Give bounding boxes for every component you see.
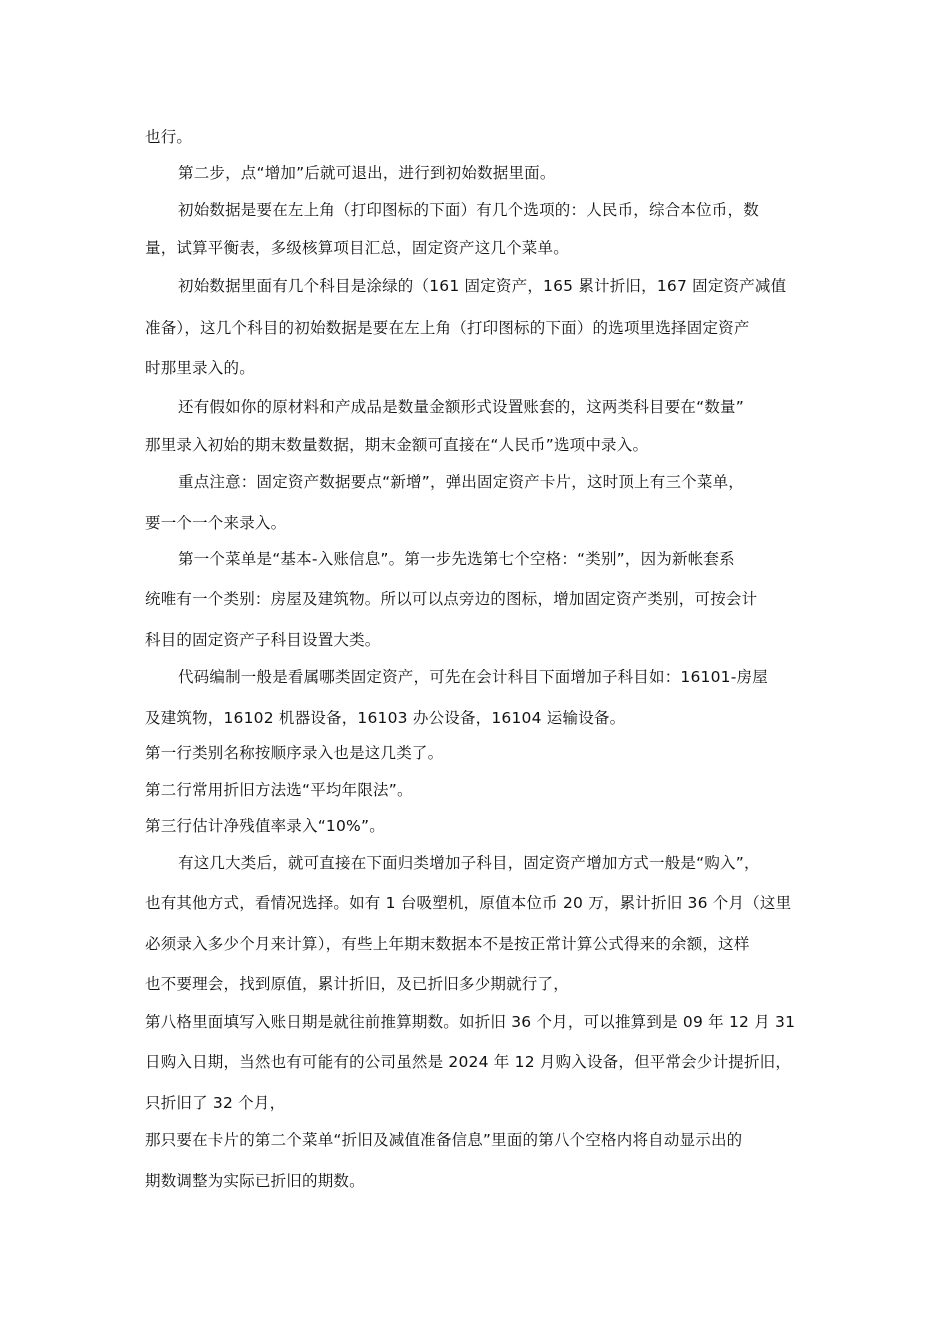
text-line: 时那里录入的。	[145, 359, 255, 377]
text-line: 也有其他方式，看情况选择。如有 1 台吸塑机，原值本位币 20 万，累计折旧 36 个月（这里	[145, 894, 792, 912]
text-line: 也不要理会，找到原值，累计折旧，及已折旧多少期就行了，	[145, 975, 569, 993]
text-line: 也行。	[145, 128, 193, 146]
text-line: 第三行估计净残值率录入“10%”。	[145, 817, 385, 835]
text-line: 必须录入多少个月来计算），有些上年期末数据本不是按正常计算公式得来的余额，这样	[145, 935, 750, 953]
text-line: 初始数据里面有几个科目是涂绿的（161 固定资产，165 累计折旧，167 固定资产减值	[178, 277, 787, 295]
text-line: 第八格里面填写入账日期是就往前推算期数。如折旧 36 个月，可以推算到是 09 年 12 月 31	[145, 1013, 796, 1031]
text-line: 第二行常用折旧方法选“平均年限法”。	[145, 781, 413, 799]
text-line: 重点注意：固定资产数据要点“新增”，弹出固定资产卡片，这时顶上有三个菜单，	[178, 473, 744, 491]
text-line: 要一个一个来录入。	[145, 514, 287, 532]
text-line: 及建筑物，16102 机器设备，16103 办公设备，16104 运输设备。	[145, 709, 626, 727]
text-line: 科目的固定资产子科目设置大类。	[145, 631, 381, 649]
text-line: 第二步，点“增加”后就可退出，进行到初始数据里面。	[178, 164, 556, 182]
text-line: 还有假如你的原材料和产成品是数量金额形式设置账套的，这两类科目要在“数量”	[178, 398, 744, 416]
text-line: 只折旧了 32 个月，	[145, 1094, 286, 1112]
text-line: 准备），这几个科目的初始数据是要在左上角（打印图标的下面）的选项里选择固定资产	[145, 319, 750, 337]
text-line: 那里录入初始的期末数量数据，期末金额可直接在“人民币”选项中录入。	[145, 436, 649, 454]
text-line: 日购入日期，当然也有可能有的公司虽然是 2024 年 12 月购入设备，但平常会少计提折旧，	[145, 1053, 792, 1071]
text-line: 量，试算平衡表，多级核算项目汇总，固定资产这几个菜单。	[145, 239, 569, 257]
text-line: 期数调整为实际已折旧的期数。	[145, 1172, 365, 1190]
text-line: 有这几大类后，就可直接在下面归类增加子科目，固定资产增加方式一般是“购入”，	[178, 854, 760, 872]
text-line: 那只要在卡片的第二个菜单“折旧及减值准备信息”里面的第八个空格内将自动显示出的	[145, 1131, 743, 1149]
text-line: 统唯有一个类别：房屋及建筑物。所以可以点旁边的图标，增加固定资产类别，可按会计	[145, 590, 758, 608]
text-line: 代码编制一般是看属哪类固定资产，可先在会计科目下面增加子科目如：16101-房屋	[178, 668, 768, 686]
text-line: 第一行类别名称按顺序录入也是这几类了。	[145, 744, 444, 762]
text-line: 初始数据是要在左上角（打印图标的下面）有几个选项的：人民币，综合本位币，数	[178, 201, 759, 219]
text-line: 第一个菜单是“基本-入账信息”。第一步先选第七个空格：“类别”，因为新帐套系	[178, 550, 735, 568]
